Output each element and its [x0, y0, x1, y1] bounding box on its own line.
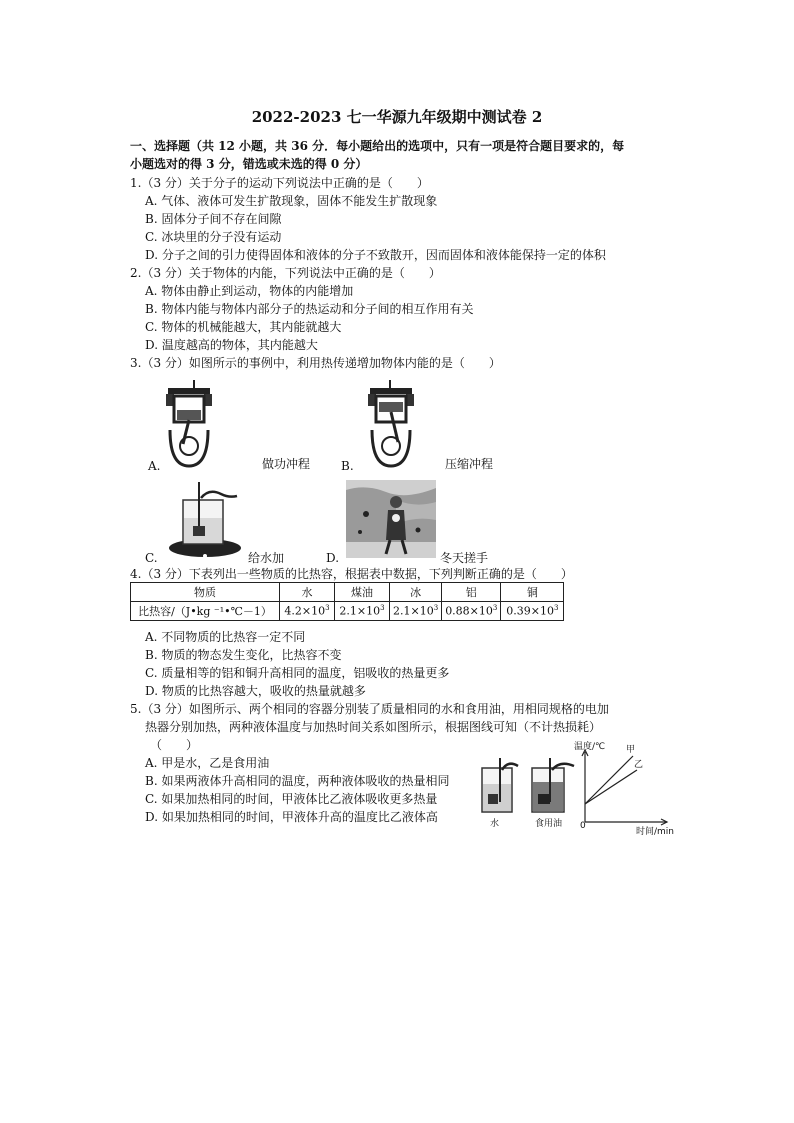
page-title: 2022-2023 七一华源九年级期中测试卷 2	[251, 108, 543, 126]
q3-option-c-label: 给水加	[248, 551, 285, 565]
q4-option-c: C. 质量相等的铝和铜升高相同的温度，铝吸收的热量更多	[145, 666, 450, 680]
rubbing-hands-figure	[346, 480, 436, 558]
graph-line-yi-label: 乙	[634, 760, 644, 770]
q2-option-b: B. 物体内能与物体内部分子的热运动和分子间的相互作用有关	[145, 302, 474, 316]
beaker-oil-label: 食用油	[535, 819, 563, 829]
line-jia	[585, 756, 633, 804]
q3-stem: 3.（3 分）如图所示的事例中，利用热传递增加物体内能的是（ ）	[130, 356, 501, 370]
beaker-water-label: 水	[490, 819, 500, 829]
graph-y-axis-label: 温度/℃	[574, 742, 606, 752]
q3-option-c-letter: C.	[145, 551, 158, 565]
section-heading-line1: 一、选择题（共 12 小题，共 36 分．每小题给出的选项中，只有一项是符合题目要求的，每	[130, 139, 625, 153]
q2-option-d: D. 温度越高的物体，其内能越大	[145, 338, 318, 352]
engine-compression-stroke-figure	[360, 380, 422, 470]
q3-option-b-label: 压缩冲程	[445, 457, 494, 471]
temperature-time-graph	[575, 748, 670, 828]
table-header-row	[131, 583, 564, 602]
q3-option-d-letter: D.	[326, 551, 340, 565]
q4-option-b: B. 物质的物态发生变化，比热容不变	[145, 648, 342, 662]
q2-option-a: A. 物体由静止到运动，物体的内能增加	[145, 284, 354, 298]
q5-option-a: A. 甲是水，乙是食用油	[145, 756, 270, 770]
two-beakers-figure	[478, 758, 578, 818]
table-header-cell: 铝	[442, 583, 501, 602]
q5-stem-line3: （ ）	[150, 738, 199, 752]
table-row	[131, 602, 564, 621]
graph-x-axis-label: 时间/min	[636, 827, 675, 837]
table-header-cell: 冰	[390, 583, 442, 602]
table-cell: $2.1\times 10^3$	[335, 602, 390, 621]
q1-stem: 1.（3 分）关于分子的运动下列说法中正确的是（ ）	[130, 176, 429, 190]
engine-power-stroke-figure	[158, 380, 220, 470]
q3-option-a-letter: A.	[148, 459, 161, 473]
table-header-cell: 煤油	[335, 583, 390, 602]
table-header-cell: 铜	[501, 583, 564, 602]
q1-option-d: D. 分子之间的引力使得固体和液体的分子不致散开，因而固体和液体能保持一定的体积	[145, 248, 606, 262]
table-cell: $2.1\times 10^3$	[390, 602, 442, 621]
q1-option-b: B. 固体分子间不存在间隙	[145, 212, 282, 226]
line-yi	[585, 770, 637, 804]
q3-option-a-label: 做功冲程	[262, 457, 311, 471]
q2-option-c: C. 物体的机械能越大，其内能就越大	[145, 320, 342, 334]
section-heading-line2: 小题选对的得 3 分，错选或未选的得 0 分）	[130, 157, 368, 171]
q5-option-b: B. 如果两液体升高相同的温度，两种液体吸收的热量相同	[145, 774, 450, 788]
table-row-label: 比热容/（J•kg ⁻¹•℃－1）	[131, 602, 280, 621]
q5-stem-line2: 热器分别加热，两种液体温度与加热时间关系如图所示，根据图线可知（不计热损耗）	[145, 720, 602, 734]
q4-option-a: A. 不同物质的比热容一定不同	[145, 630, 306, 644]
table-cell: $4.2\times 10^3$	[280, 602, 335, 621]
q1-option-c: C. 冰块里的分子没有运动	[145, 230, 282, 244]
q5-option-d: D. 如果加热相同的时间，甲液体升高的温度比乙液体高	[145, 810, 438, 824]
heating-water-figure	[165, 478, 245, 560]
table-cell: $0.88\times 10^3$	[442, 602, 501, 621]
table-header-cell: 水	[280, 583, 335, 602]
specific-heat-table	[130, 582, 564, 621]
q4-stem: 4.（3 分）下表列出一些物质的比热容，根据表中数据，下列判断正确的是（ ）	[130, 567, 573, 581]
q1-option-a: A. 气体、液体可发生扩散现象，固体不能发生扩散现象	[145, 194, 438, 208]
q3-option-b-letter: B.	[341, 459, 354, 473]
table-header-cell: 物质	[131, 583, 280, 602]
q4-option-d: D. 物质的比热容越大，吸收的热量就越多	[145, 684, 366, 698]
graph-line-jia-label: 甲	[626, 745, 636, 755]
q2-stem: 2.（3 分）关于物体的内能，下列说法中正确的是（ ）	[130, 266, 441, 280]
table-cell: $0.39\times 10^3$	[501, 602, 564, 621]
q5-stem-line1: 5.（3 分）如图所示、两个相同的容器分别装了质量相同的水和食用油，用相同规格的电加	[130, 702, 609, 716]
q3-option-d-label: 冬天搓手	[440, 551, 489, 565]
q5-option-c: C. 如果加热相同的时间，甲液体比乙液体吸收更多热量	[145, 792, 438, 806]
graph-origin-label: 0	[580, 821, 586, 831]
